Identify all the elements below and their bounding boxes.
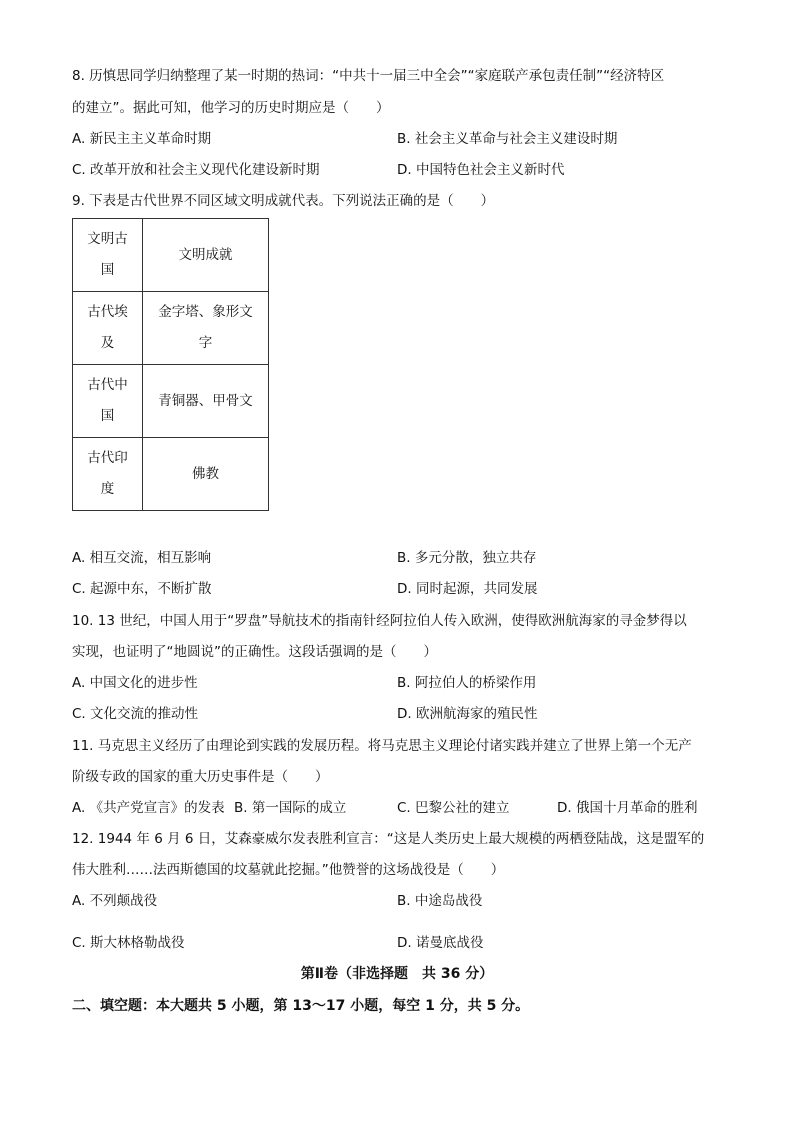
q10-option-c: C. 文化交流的推动性	[72, 706, 199, 722]
section-title: 第Ⅱ卷（非选择题 共 36 分）	[300, 966, 494, 982]
part-heading: 二、填空题：本大题共 5 小题，第 13～17 小题，每空 1 分，共 5 分。	[72, 998, 530, 1014]
q12-option-d: D. 诺曼底战役	[397, 935, 484, 951]
q11-option-d: D. 俄国十月革命的胜利	[557, 800, 698, 816]
q8-stem-line1: 8. 历慎思同学归纳整理了某一时期的热词：“中共十一届三中全会”“家庭联产承包责任制”“经济特区	[72, 68, 665, 84]
q10-option-d: D. 欧洲航海家的殖民性	[397, 706, 538, 722]
q12-stem-line2: 伟大胜利……法西斯德国的坟墓就此挖掘。”他赞誉的这场战役是（ ）	[72, 862, 505, 878]
q10-stem-line1: 10. 13 世纪，中国人用于“罗盘”导航技术的指南针经阿拉伯人传入欧洲，使得欧洲航海家的寻金梦得以	[72, 613, 687, 629]
table-cell: 古代中国	[73, 365, 143, 438]
q9-option-c: C. 起源中东，不断扩散	[72, 581, 212, 597]
table-row	[73, 438, 269, 511]
q9-option-a: A. 相互交流，相互影响	[72, 550, 212, 566]
q9-option-d: D. 同时起源，共同发展	[397, 581, 538, 597]
table-cell: 古代埃及	[73, 292, 143, 365]
q10-option-a: A. 中国文化的进步性	[72, 675, 198, 691]
q8-option-d: D. 中国特色社会主义新时代	[397, 162, 565, 178]
civilization-table	[72, 218, 269, 511]
q11-option-c: C. 巴黎公社的建立	[397, 800, 510, 816]
q11-option-b: B. 第一国际的成立	[234, 800, 347, 816]
table-row	[73, 292, 269, 365]
table-cell: 古代印度	[73, 438, 143, 511]
table-cell: 金字塔、象形文字	[143, 292, 269, 365]
q12-option-c: C. 斯大林格勒战役	[72, 935, 185, 951]
q12-stem-line1: 12. 1944 年 6 月 6 日，艾森豪威尔发表胜利宣言：“这是人类历史上最大规模的两栖登陆战，这是盟军的	[72, 831, 705, 847]
table-cell: 青铜器、甲骨文	[143, 365, 269, 438]
q10-stem-line2: 实现，也证明了“地圆说”的正确性。这段话强调的是（ ）	[72, 644, 437, 660]
table-row	[73, 365, 269, 438]
table-header-cell: 文明古国	[73, 219, 143, 292]
q11-stem-line2: 阶级专政的国家的重大历史事件是（ ）	[72, 769, 329, 785]
q8-option-c: C. 改革开放和社会主义现代化建设新时期	[72, 162, 320, 178]
table-header-cell: 文明成就	[143, 219, 269, 292]
q10-option-b: B. 阿拉伯人的桥梁作用	[397, 675, 537, 691]
q12-option-b: B. 中途岛战役	[397, 893, 483, 909]
q8-stem-line2: 的建立”。据此可知，他学习的历史时期应是（ ）	[72, 100, 390, 116]
q12-option-a: A. 不列颠战役	[72, 893, 158, 909]
q8-option-b: B. 社会主义革命与社会主义建设时期	[397, 131, 618, 147]
q8-option-a: A. 新民主主义革命时期	[72, 131, 212, 147]
table-row	[73, 219, 269, 292]
table-cell: 佛教	[143, 438, 269, 511]
q9-option-b: B. 多元分散，独立共存	[397, 550, 537, 566]
q11-stem-line1: 11. 马克思主义经历了由理论到实践的发展历程。将马克思主义理论付诸实践并建立了世界上第一个无产	[72, 738, 692, 754]
q9-stem: 9. 下表是古代世界不同区域文明成就代表。下列说法正确的是（ ）	[72, 193, 495, 209]
q11-option-a: A. 《共产党宣言》的发表	[72, 800, 225, 816]
